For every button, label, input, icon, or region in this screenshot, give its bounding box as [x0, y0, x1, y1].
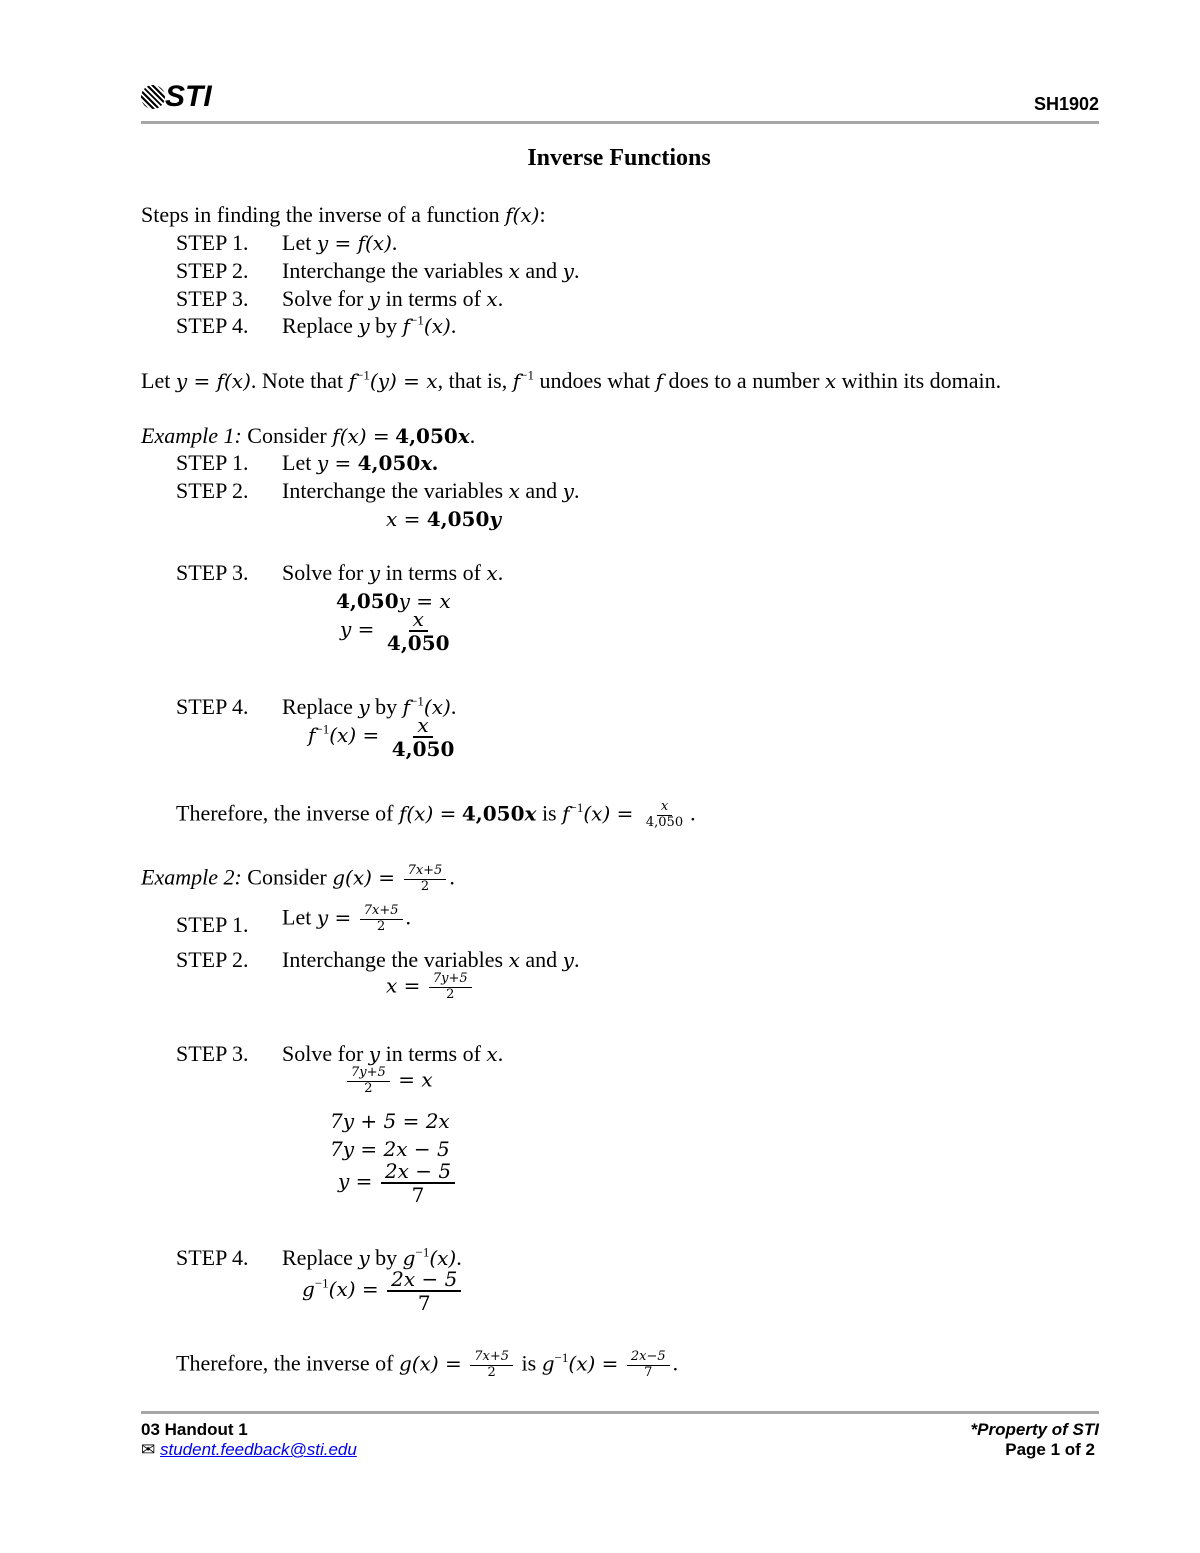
- step-label: STEP 2.: [176, 947, 249, 972]
- footer-rule: [141, 1411, 1099, 1414]
- ex2-step3: Solve for y in terms of x.: [282, 1041, 504, 1066]
- intro-line: Steps in finding the inverse of a function f(x):: [141, 202, 546, 227]
- feedback-email-row: [141, 1440, 357, 1460]
- ex2-solve-eq1: $\frac{7y+5}{2}$ = x: [344, 1066, 433, 1097]
- ex2-solve-eq4: y = $\frac{2x - 5}{7}$: [338, 1160, 458, 1206]
- step-label: STEP 2.: [176, 478, 249, 503]
- ex1-step3: Solve for y in terms of x.: [282, 560, 504, 585]
- step-label: STEP 3.: [176, 286, 249, 311]
- step-label: STEP 1.: [176, 450, 249, 475]
- step3-text: Solve for y in terms of x.: [282, 286, 504, 311]
- ex1-step1: Let y = 4,050x.: [282, 450, 438, 475]
- step-label: STEP 4.: [176, 694, 249, 719]
- ex2-inverse-eq: $g^{-1}(x)$ = $\frac{2x - 5}{7}$: [302, 1268, 464, 1314]
- ex2-swap-eq: x = $\frac{7y+5}{2}$: [386, 972, 475, 1003]
- feedback-email-link[interactable]: student.feedback@sti.edu: [159, 1440, 357, 1459]
- logo: STI: [141, 80, 212, 114]
- ex1-conclusion: Therefore, the inverse of f(x) = 4,050x is $f^{-1}(x)$ = $\frac{x}{4,050}$ .: [176, 799, 696, 830]
- step-label: STEP 4.: [176, 313, 249, 338]
- header-rule: [141, 121, 1099, 124]
- example1-heading: Example 1: Consider f(x) = 4,050x.: [141, 423, 476, 448]
- step-label: STEP 2.: [176, 258, 249, 283]
- note-line: Let y = f(x). Note that $f^{-1}(y) = x$, that is, $f^{-1}$ undoes what f does to a number x within its domain.: [141, 367, 1002, 393]
- ex1-step4: Replace y by $f^{-1}(x)$.: [282, 693, 457, 719]
- ex1-solve-eq1: 4,050y = x: [336, 589, 451, 613]
- handout-label: 03 Handout 1: [141, 1420, 248, 1439]
- step-label: STEP 1.: [176, 230, 249, 255]
- step-label: STEP 4.: [176, 1245, 249, 1270]
- step-label: STEP 3.: [176, 1041, 249, 1066]
- page-title: Inverse Functions: [527, 145, 711, 171]
- step1-text: Let y = f(x).: [282, 230, 398, 255]
- page-number: Page 1 of 2: [1005, 1440, 1095, 1459]
- ex1-solve-eq2: y = $\frac{x}{4,050}$: [340, 607, 450, 655]
- step-label: STEP 1.: [176, 912, 249, 937]
- document-code: SH1902: [1033, 94, 1099, 114]
- logo-globe-icon: [141, 85, 165, 109]
- ex2-solve-eq2: 7y + 5 = 2x: [330, 1109, 450, 1133]
- ex2-step4: Replace y by $g^{-1}(x)$.: [282, 1244, 462, 1270]
- envelope-icon: ✉: [141, 1440, 156, 1459]
- ex2-step2: Interchange the variables x and y.: [282, 947, 580, 972]
- ex2-solve-eq3: 7y = 2x − 5: [330, 1137, 450, 1161]
- step-label: STEP 3.: [176, 560, 249, 585]
- property-label: *Property of STI: [970, 1420, 1099, 1439]
- step2-text: Interchange the variables x and y.: [282, 258, 580, 283]
- ex1-swap-eq: x = 4,050y: [386, 507, 502, 531]
- step4-text: Replace y by $f^{-1}(x)$.: [282, 312, 457, 338]
- example2-heading: Example 2: Consider g(x) = $\frac{7x+5}{2}$ .: [141, 863, 455, 894]
- ex2-conclusion: Therefore, the inverse of g(x) = $\frac{7x+5}{2}$ is $g^{-1}(x)$ = $\frac{2x-5}{7}$ .: [176, 1349, 679, 1380]
- ex1-step2: Interchange the variables x and y.: [282, 478, 580, 503]
- ex2-step1: Let y = $\frac{7x+5}{2}$ .: [282, 903, 412, 934]
- ex1-inverse-eq: $f^{-1}(x)$ = $\frac{x}{4,050}$: [308, 713, 455, 761]
